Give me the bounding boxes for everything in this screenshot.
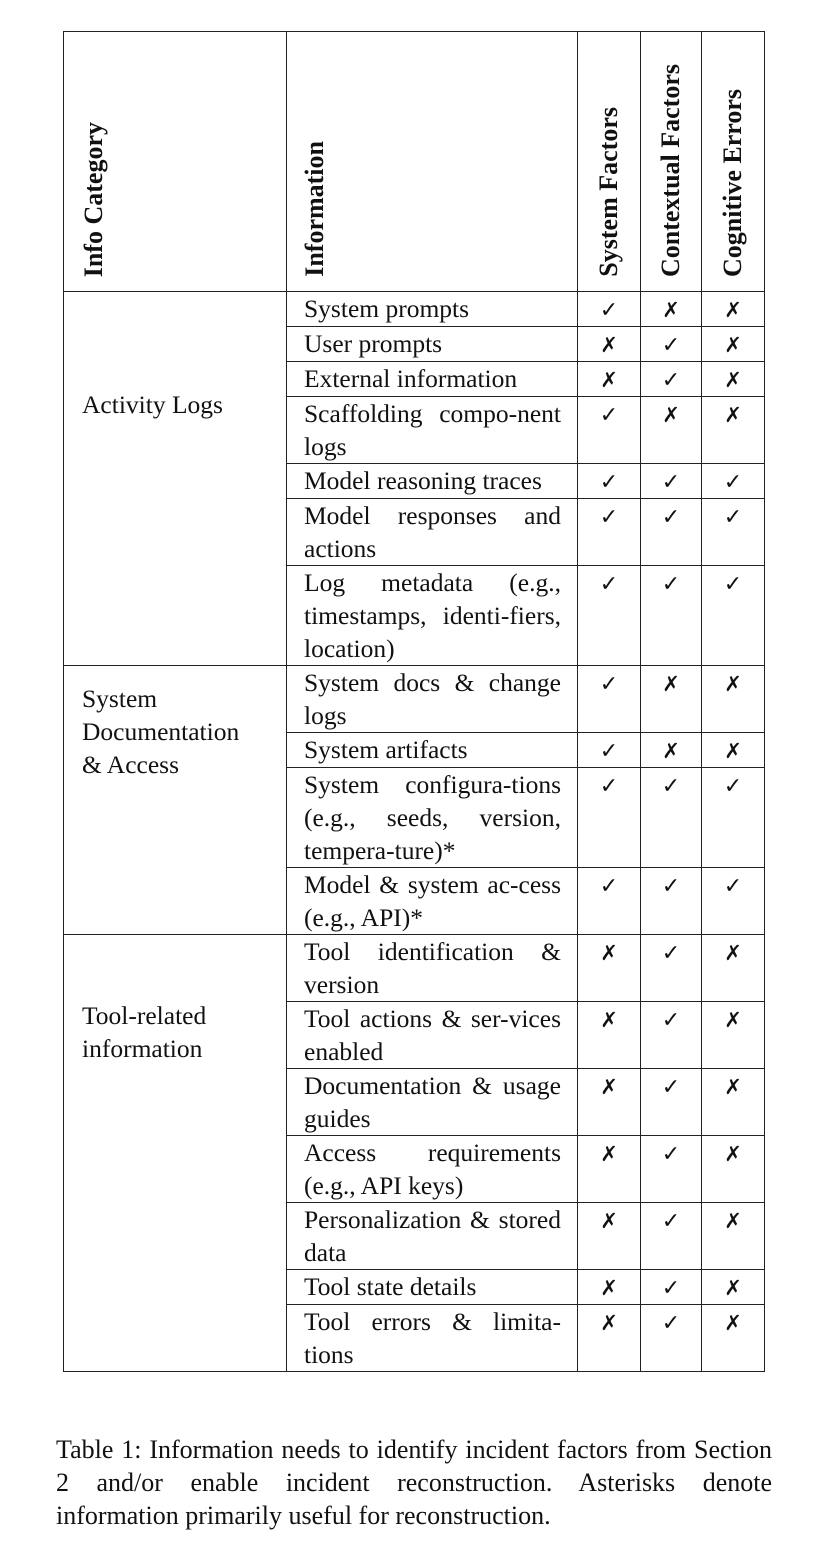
check-mark-icon: ✓: [599, 505, 619, 530]
mark-cell: [578, 566, 641, 666]
check-mark-icon: ✓: [661, 333, 681, 358]
mark-cell: [641, 733, 702, 768]
information-needs-table: [63, 31, 765, 1372]
mark-cell: [702, 499, 765, 566]
mark-cell: [641, 1002, 702, 1069]
check-mark-icon: ✓: [661, 505, 681, 530]
cross-mark-icon: ✗: [600, 941, 618, 965]
header-information: Information: [287, 32, 578, 292]
category-line: Activity Logs: [82, 390, 223, 419]
check-mark-icon: ✓: [723, 774, 743, 799]
information-cell: Scaffolding compo-nent logs: [287, 397, 578, 464]
mark-cell: [641, 1305, 702, 1372]
mark-cell: [578, 868, 641, 935]
check-mark-icon: ✓: [661, 1276, 681, 1301]
table-row: [64, 292, 765, 327]
mark-cell: [578, 292, 641, 327]
mark-cell: [578, 327, 641, 362]
table-row: [64, 666, 765, 733]
cross-mark-icon: ✗: [724, 739, 742, 763]
header-system-factors: System Factors: [578, 32, 641, 292]
information-cell: Tool errors & limita-tions: [287, 1305, 578, 1372]
mark-cell: [641, 499, 702, 566]
cross-mark-icon: ✗: [724, 1142, 742, 1166]
check-mark-icon: ✓: [661, 1142, 681, 1167]
mark-cell: [641, 1203, 702, 1270]
mark-cell: [641, 327, 702, 362]
mark-cell: [578, 768, 641, 868]
cross-mark-icon: ✗: [662, 739, 680, 763]
mark-cell: [578, 1203, 641, 1270]
information-cell: Model responses and actions: [287, 499, 578, 566]
information-cell: Tool state details: [287, 1270, 578, 1305]
check-mark-icon: ✓: [723, 874, 743, 899]
table-row: [64, 935, 765, 1002]
category-cell: [64, 935, 287, 1372]
mark-cell: [641, 666, 702, 733]
information-cell: Log metadata (e.g., timestamps, identi-fiers, location): [287, 566, 578, 666]
check-mark-icon: ✓: [661, 1209, 681, 1234]
mark-cell: [641, 397, 702, 464]
mark-cell: [578, 397, 641, 464]
cross-mark-icon: ✗: [662, 403, 680, 427]
information-cell: Tool actions & ser-vices enabled: [287, 1002, 578, 1069]
mark-cell: [578, 499, 641, 566]
information-cell: External information: [287, 362, 578, 397]
cross-mark-icon: ✗: [724, 941, 742, 965]
mark-cell: [641, 362, 702, 397]
mark-cell: [641, 566, 702, 666]
mark-cell: [578, 935, 641, 1002]
check-mark-icon: ✓: [661, 572, 681, 597]
mark-cell: [702, 1002, 765, 1069]
check-mark-icon: ✓: [661, 1311, 681, 1336]
check-mark-icon: ✓: [599, 470, 619, 495]
information-cell: Model reasoning traces: [287, 464, 578, 499]
cross-mark-icon: ✗: [600, 333, 618, 357]
mark-cell: [641, 292, 702, 327]
mark-cell: [702, 566, 765, 666]
cross-mark-icon: ✗: [724, 672, 742, 696]
mark-cell: [641, 768, 702, 868]
check-mark-icon: ✓: [661, 941, 681, 966]
mark-cell: [702, 1069, 765, 1136]
check-mark-icon: ✓: [723, 572, 743, 597]
cross-mark-icon: ✗: [724, 403, 742, 427]
cross-mark-icon: ✗: [600, 1209, 618, 1233]
mark-cell: [578, 1002, 641, 1069]
mark-cell: [702, 1136, 765, 1203]
category-line: Tool-related: [82, 1001, 207, 1030]
mark-cell: [702, 1270, 765, 1305]
table-caption: Table 1: Information needs to identify incident factors from Section 2 and/or enable incident reconstruction. Asterisks denote information primarily useful for reconstruction.: [56, 1435, 772, 1530]
mark-cell: [641, 1136, 702, 1203]
mark-cell: [641, 464, 702, 499]
check-mark-icon: ✓: [661, 874, 681, 899]
check-mark-icon: ✓: [661, 774, 681, 799]
information-cell: Personalization & stored data: [287, 1203, 578, 1270]
check-mark-icon: ✓: [599, 774, 619, 799]
cross-mark-icon: ✗: [724, 1311, 742, 1335]
information-cell: Tool identification & version: [287, 935, 578, 1002]
check-mark-icon: ✓: [599, 739, 619, 764]
cross-mark-icon: ✗: [662, 672, 680, 696]
cross-mark-icon: ✗: [600, 1008, 618, 1032]
category-cell: [64, 292, 287, 666]
mark-cell: [578, 362, 641, 397]
mark-cell: [702, 327, 765, 362]
cross-mark-icon: ✗: [724, 1276, 742, 1300]
category-line: information: [82, 1034, 203, 1063]
header-info-category: Info Category: [64, 32, 287, 292]
mark-cell: [702, 733, 765, 768]
mark-cell: [702, 362, 765, 397]
cross-mark-icon: ✗: [724, 1209, 742, 1233]
mark-cell: [578, 1305, 641, 1372]
header-row: [64, 32, 765, 292]
check-mark-icon: ✓: [599, 672, 619, 697]
information-cell: Access requirements (e.g., API keys): [287, 1136, 578, 1203]
check-mark-icon: ✓: [723, 505, 743, 530]
mark-cell: [702, 1305, 765, 1372]
information-cell: System artifacts: [287, 733, 578, 768]
cross-mark-icon: ✗: [600, 1311, 618, 1335]
cross-mark-icon: ✗: [724, 1075, 742, 1099]
mark-cell: [702, 666, 765, 733]
mark-cell: [641, 935, 702, 1002]
mark-cell: [641, 1069, 702, 1136]
mark-cell: [578, 1069, 641, 1136]
cross-mark-icon: ✗: [662, 298, 680, 322]
cross-mark-icon: ✗: [724, 1008, 742, 1032]
information-cell: Documentation & usage guides: [287, 1069, 578, 1136]
cross-mark-icon: ✗: [600, 1142, 618, 1166]
check-mark-icon: ✓: [599, 298, 619, 323]
information-cell: System prompts: [287, 292, 578, 327]
category-label: [82, 666, 276, 781]
category-cell: [64, 666, 287, 935]
check-mark-icon: ✓: [599, 403, 619, 428]
cross-mark-icon: ✗: [600, 368, 618, 392]
mark-cell: [702, 464, 765, 499]
check-mark-icon: ✓: [599, 874, 619, 899]
mark-cell: [702, 292, 765, 327]
check-mark-icon: ✓: [661, 368, 681, 393]
check-mark-icon: ✓: [661, 1008, 681, 1033]
mark-cell: [702, 868, 765, 935]
mark-cell: [702, 768, 765, 868]
cross-mark-icon: ✗: [724, 333, 742, 357]
mark-cell: [578, 733, 641, 768]
check-mark-icon: ✓: [661, 470, 681, 495]
check-mark-icon: ✓: [599, 572, 619, 597]
information-cell: System configura-tions (e.g., seeds, version, tempera-ture)*: [287, 768, 578, 868]
mark-cell: [641, 868, 702, 935]
mark-cell: [702, 1203, 765, 1270]
category-label: [82, 935, 276, 1065]
check-mark-icon: ✓: [723, 470, 743, 495]
mark-cell: [578, 666, 641, 733]
mark-cell: [578, 1136, 641, 1203]
header-cognitive-errors: Cognitive Errors: [702, 32, 765, 292]
mark-cell: [578, 464, 641, 499]
category-line: System: [82, 684, 158, 713]
cross-mark-icon: ✗: [724, 298, 742, 322]
mark-cell: [641, 1270, 702, 1305]
information-cell: User prompts: [287, 327, 578, 362]
information-cell: Model & system ac-cess (e.g., API)*: [287, 868, 578, 935]
category-line: Documentation: [82, 717, 240, 746]
cross-mark-icon: ✗: [600, 1075, 618, 1099]
mark-cell: [578, 1270, 641, 1305]
mark-cell: [702, 935, 765, 1002]
cross-mark-icon: ✗: [724, 368, 742, 392]
information-cell: System docs & change logs: [287, 666, 578, 733]
check-mark-icon: ✓: [661, 1075, 681, 1100]
cross-mark-icon: ✗: [600, 1276, 618, 1300]
category-line: & Access: [82, 750, 180, 779]
category-label: [82, 292, 276, 421]
header-contextual-factors: Contextual Factors: [641, 32, 702, 292]
mark-cell: [702, 397, 765, 464]
